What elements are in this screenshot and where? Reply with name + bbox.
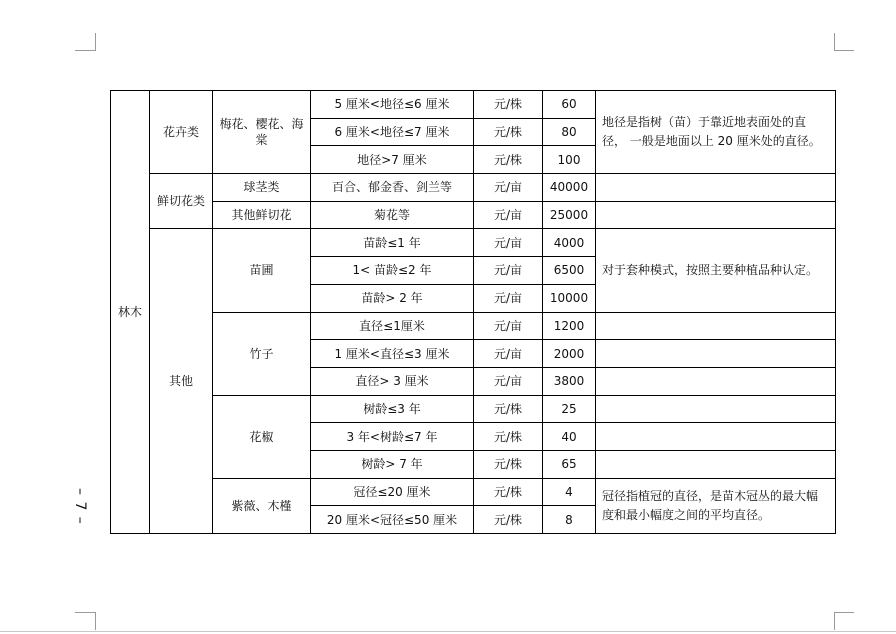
spec-cell: 直径> 3 厘米 <box>311 367 474 395</box>
spec-cell: 菊花等 <box>311 201 474 229</box>
crop-mark <box>834 612 854 613</box>
spec-cell: 百合、郁金香、剑兰等 <box>311 174 474 202</box>
item-cell: 紫薇、木槿 <box>213 478 311 533</box>
table-row <box>111 201 836 229</box>
price-cell: 4000 <box>543 229 596 257</box>
table-row <box>111 478 836 506</box>
spec-cell: 地径>7 厘米 <box>311 146 474 174</box>
note-cell <box>596 312 836 340</box>
item-cell: 苗圃 <box>213 229 311 312</box>
group-cell: 花卉类 <box>150 91 213 174</box>
spec-cell: 1 厘米<直径≤3 厘米 <box>311 340 474 368</box>
note-cell <box>596 201 836 229</box>
page-number: – 7 – <box>72 488 88 525</box>
group-cell: 鲜切花类 <box>150 174 213 229</box>
spec-cell: 冠径≤20 厘米 <box>311 478 474 506</box>
page-bottom-rule <box>0 631 896 632</box>
note-cell: 对于套种模式，按照主要种植品种认定。 <box>596 229 836 312</box>
note-cell <box>596 450 836 478</box>
price-cell: 3800 <box>543 367 596 395</box>
unit-cell: 元/亩 <box>474 312 543 340</box>
price-cell: 4 <box>543 478 596 506</box>
table-row <box>111 312 836 340</box>
unit-cell: 元/亩 <box>474 284 543 312</box>
item-cell: 球茎类 <box>213 174 311 202</box>
crop-mark <box>95 33 96 51</box>
table-row <box>111 174 836 202</box>
unit-cell: 元/株 <box>474 506 543 534</box>
note-cell <box>596 174 836 202</box>
spec-cell: 5 厘米<地径≤6 厘米 <box>311 91 474 119</box>
crop-mark <box>834 33 835 51</box>
spec-cell: 树龄> 7 年 <box>311 450 474 478</box>
unit-cell: 元/株 <box>474 118 543 146</box>
unit-cell: 元/亩 <box>474 257 543 285</box>
spec-cell: 20 厘米<冠径≤50 厘米 <box>311 506 474 534</box>
spec-cell: 树龄≤3 年 <box>311 395 474 423</box>
unit-cell: 元/亩 <box>474 174 543 202</box>
price-cell: 6500 <box>543 257 596 285</box>
price-cell: 40 <box>543 423 596 451</box>
unit-cell: 元/亩 <box>474 367 543 395</box>
price-cell: 2000 <box>543 340 596 368</box>
price-cell: 8 <box>543 506 596 534</box>
table-row <box>111 395 836 423</box>
unit-cell: 元/株 <box>474 146 543 174</box>
note-cell <box>596 340 836 368</box>
table-row <box>111 229 836 257</box>
spec-cell: 1< 苗龄≤2 年 <box>311 257 474 285</box>
group-cell: 其他 <box>150 229 213 534</box>
spec-cell: 苗龄> 2 年 <box>311 284 474 312</box>
price-cell: 60 <box>543 91 596 119</box>
price-cell: 100 <box>543 146 596 174</box>
note-cell: 地径是指树（苗）于靠近地表面处的直径， 一般是地面以上 20 厘米处的直径。 <box>596 91 836 174</box>
item-cell: 梅花、樱花、海棠 <box>213 91 311 174</box>
price-cell: 1200 <box>543 312 596 340</box>
table-row <box>111 91 836 119</box>
compensation-price-table <box>110 90 836 534</box>
crop-mark <box>834 612 835 630</box>
price-cell: 65 <box>543 450 596 478</box>
item-cell: 其他鲜切花 <box>213 201 311 229</box>
unit-cell: 元/亩 <box>474 229 543 257</box>
spec-cell: 3 年<树龄≤7 年 <box>311 423 474 451</box>
note-cell <box>596 423 836 451</box>
crop-mark <box>95 612 96 630</box>
crop-mark <box>834 50 854 51</box>
item-cell: 竹子 <box>213 312 311 395</box>
price-cell: 25000 <box>543 201 596 229</box>
crop-mark <box>75 50 95 51</box>
price-cell: 25 <box>543 395 596 423</box>
unit-cell: 元/株 <box>474 91 543 119</box>
price-cell: 80 <box>543 118 596 146</box>
unit-cell: 元/株 <box>474 423 543 451</box>
unit-cell: 元/亩 <box>474 340 543 368</box>
crop-mark <box>75 612 95 613</box>
item-cell: 花椒 <box>213 395 311 478</box>
category-cell: 林木 <box>111 91 150 534</box>
unit-cell: 元/株 <box>474 450 543 478</box>
unit-cell: 元/亩 <box>474 201 543 229</box>
note-cell <box>596 367 836 395</box>
price-cell: 40000 <box>543 174 596 202</box>
spec-cell: 苗龄≤1 年 <box>311 229 474 257</box>
spec-cell: 直径≤1厘米 <box>311 312 474 340</box>
note-cell: 冠径指植冠的直径，是苗木冠丛的最大幅 度和最小幅度之间的平均直径。 <box>596 478 836 533</box>
spec-cell: 6 厘米<地径≤7 厘米 <box>311 118 474 146</box>
note-cell <box>596 395 836 423</box>
unit-cell: 元/株 <box>474 478 543 506</box>
unit-cell: 元/株 <box>474 395 543 423</box>
price-cell: 10000 <box>543 284 596 312</box>
